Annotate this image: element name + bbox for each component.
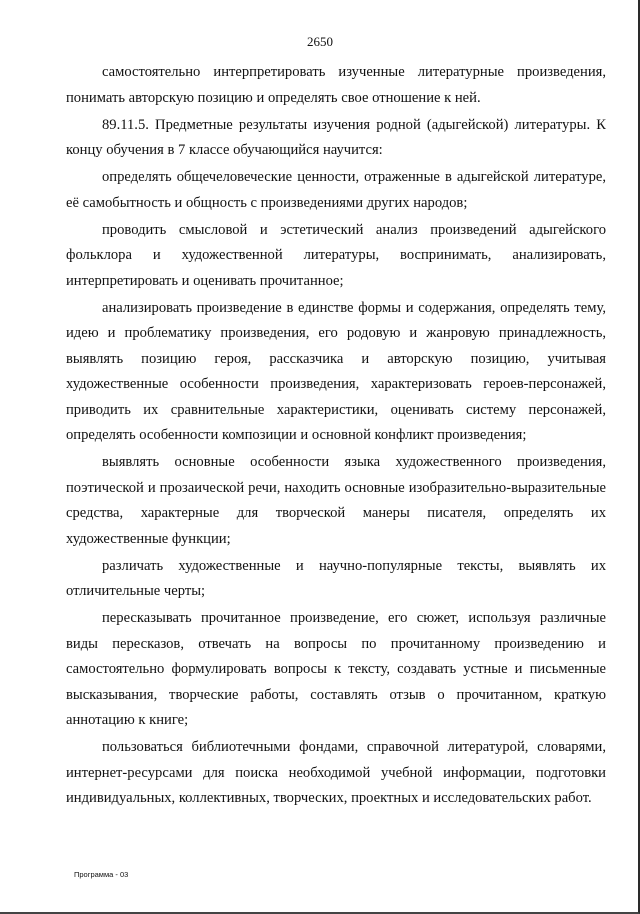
paragraph-item: пересказывать прочитанное произведение, его сюжет, используя различные виды пересказов, отвечать на вопросы по прочитанному произведению и самостоятельно формулировать вопросы к тексту, создавать устные и письменные высказывания, творческие работы, составлять отзыв о прочитанном, краткую аннотацию к книге; bbox=[66, 610, 606, 728]
document-body bbox=[66, 60, 606, 813]
paragraph-continuation: самостоятельно интерпретировать изученные литературные произведения, понимать авторскую позицию и определять свое отношение к ней. bbox=[66, 64, 606, 106]
footer-label: Программа - 03 bbox=[74, 870, 129, 879]
paragraph-section-heading: 89.11.5. Предметные результаты изучения родной (адыгейской) литературы. К концу обучения в 7 классе обучающийся научится: bbox=[66, 116, 606, 158]
paragraph-item: выявлять основные особенности языка художественного произведения, поэтической и прозаической речи, находить основные изобразительно-выразительные средства, характерные для творческой манеры писателя, определять их художественные функции; bbox=[66, 454, 606, 547]
paragraph-item: анализировать произведение в единстве формы и содержания, определять тему, идею и проблематику произведения, его родовую и жанровую принадлежность, выявлять позицию героя, рассказчика и авторскую позицию, учитывая художественные особенности произведения, характеризовать героев-персонажей, приводить их сравнительные характеристики, оценивать систему персонажей, определять особенности композиции и основной конфликт произведения; bbox=[66, 299, 606, 443]
paragraph-item: различать художественные и научно-популярные тексты, выявлять их отличительные черты; bbox=[66, 557, 606, 599]
paragraph-item: определять общечеловеческие ценности, отраженные в адыгейской литературе, её самобытность и общность с произведениями других народов; bbox=[66, 169, 606, 211]
paragraph-item: проводить смысловой и эстетический анализ произведений адыгейского фольклора и художественной литературы, воспринимать, анализировать, интерпретировать и оценивать прочитанное; bbox=[66, 221, 606, 289]
paragraph-item: пользоваться библиотечными фондами, справочной литературой, словарями, интернет-ресурсами для поиска необходимой учебной информации, подготовки индивидуальных, коллективных, творческих, проектных и исследовательских работ. bbox=[66, 739, 606, 806]
page-number: 2650 bbox=[307, 34, 333, 49]
